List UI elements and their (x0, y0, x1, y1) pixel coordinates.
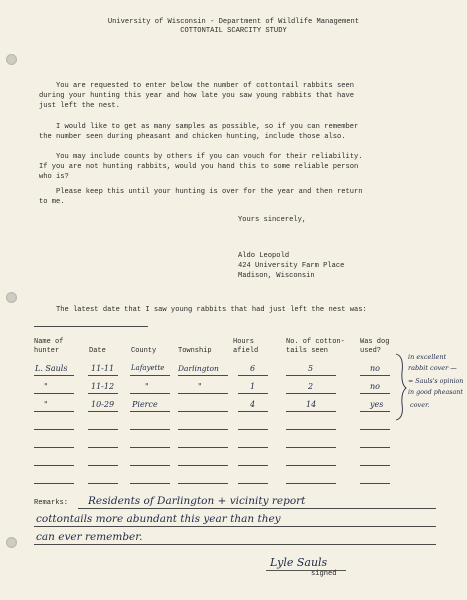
paragraph-line: who is? (39, 173, 69, 181)
paragraph-line: just left the nest. (39, 102, 120, 110)
cell-county: Lafayette (131, 364, 165, 372)
cell-dog: yes (370, 400, 384, 409)
cell-date: 11-12 (91, 382, 115, 391)
paragraph-line: to me. (39, 198, 65, 206)
header-township: Township (178, 347, 212, 355)
paragraph-line: the number seen during pheasant and chicken hunting, include those also. (39, 133, 346, 141)
header-hours-afield: Hours afield (233, 338, 259, 355)
signer-address: 424 University Farm Place (238, 262, 345, 270)
paragraph-line: You are requested to enter below the number of cottontail rabbits seen (56, 82, 354, 90)
punch-hole (6, 537, 17, 548)
cell-seen: 5 (308, 364, 314, 373)
signer-city: Madison, Wisconsin (238, 272, 315, 280)
paragraph-line: during your hunting this year and how late you saw young rabbits that have (39, 92, 355, 100)
cell-hours: 4 (250, 400, 256, 409)
cell-date: 11-11 (91, 364, 115, 373)
cell-dog: no (370, 364, 380, 373)
header-study-title: COTTONTAIL SCARCITY STUDY (180, 27, 287, 35)
latest-date-prompt: The latest date that I saw young rabbits that had just left the nest was: (56, 306, 367, 314)
cell-county: " (145, 382, 149, 391)
cell-county: Pierce (132, 400, 158, 409)
cell-township: " (198, 382, 202, 391)
punch-hole (6, 292, 17, 303)
remarks-text-line: Residents of Darlington + vicinity report (88, 495, 306, 507)
bracket-icon (394, 352, 408, 422)
punch-hole (6, 54, 17, 65)
survey-form-page: University of Wisconsin - Department of Wildlife Management COTTONTAIL SCARCITY STUDY You are requested to enter below the number of cottontail rabbits seen during your hunting this year and how late you saw young rabbits that have just left the nest. I would like to get as many samples as possible, so if you can remember the number seen during pheasant and chicken hunting, include those also. You may include counts by others if you can vouch for their reliability. If you are not hunting rabbits, would you hand this to some reliable person who is? Please keep this until your hunting is over for the year and then return to me. Yours sincerely, Aldo Leopold 424 University Farm Place Madison, Wisconsin The latest date that I saw young rabbits that had just left the nest was: Name of hunter Date County Township Hours afield No. of cotton- tails seen Was dog used? L. Sauls 11-11 Lafayette Darlington 6 5 no " 11-12 " " 1 2 no " 10-29 Pierce 4 14 yes in excellent rabbit cover — = Sauls's opinion in good pheasant cover. Remarks: Residents of Darlington + vicinity report cottontails more abundant this year than they can ever remember. Lyle Sauls signed (0, 0, 467, 600)
paragraph-line: Please keep this until your hunting is over for the year and then return (56, 188, 363, 196)
header-county: County (131, 347, 157, 355)
paragraph-line: I would like to get as many samples as possible, so if you can remember (56, 123, 359, 131)
cell-hunter: L. Sauls (35, 364, 68, 373)
cell-date: 10-29 (91, 400, 115, 409)
cell-hours: 1 (250, 382, 256, 391)
remarks-line (34, 544, 436, 545)
header-department: University of Wisconsin - Department of Wildlife Management (107, 18, 360, 26)
signer-name: Aldo Leopold (238, 252, 290, 260)
handwritten-signature: Lyle Sauls (270, 556, 328, 569)
paragraph-line: If you are not hunting rabbits, would you hand this to some reliable person (39, 163, 359, 171)
header-dog-used: Was dog used? (360, 338, 390, 355)
cell-hunter: " (44, 400, 48, 409)
closing: Yours sincerely, (238, 216, 307, 224)
header-cottontails-seen: No. of cotton- tails seen (286, 338, 345, 355)
latest-date-blank (34, 326, 148, 327)
remarks-line (78, 508, 436, 509)
remarks-line (34, 526, 436, 527)
cell-dog: no (370, 382, 380, 391)
cell-seen: 2 (308, 382, 314, 391)
remarks-text-line: can ever remember. (36, 531, 143, 543)
signed-label: signed (311, 570, 337, 578)
cell-seen: 14 (306, 400, 317, 409)
remarks-label: Remarks: (34, 499, 69, 507)
cell-hunter: " (44, 382, 48, 391)
paragraph-line: You may include counts by others if you can vouch for their reliability. (56, 153, 363, 161)
cell-township: Darlington (178, 364, 219, 373)
cell-hours: 6 (250, 364, 256, 373)
remarks-text-line: cottontails more abundant this year than they (36, 513, 281, 525)
header-name-hunter: Name of hunter (34, 338, 64, 355)
header-date: Date (89, 347, 106, 355)
